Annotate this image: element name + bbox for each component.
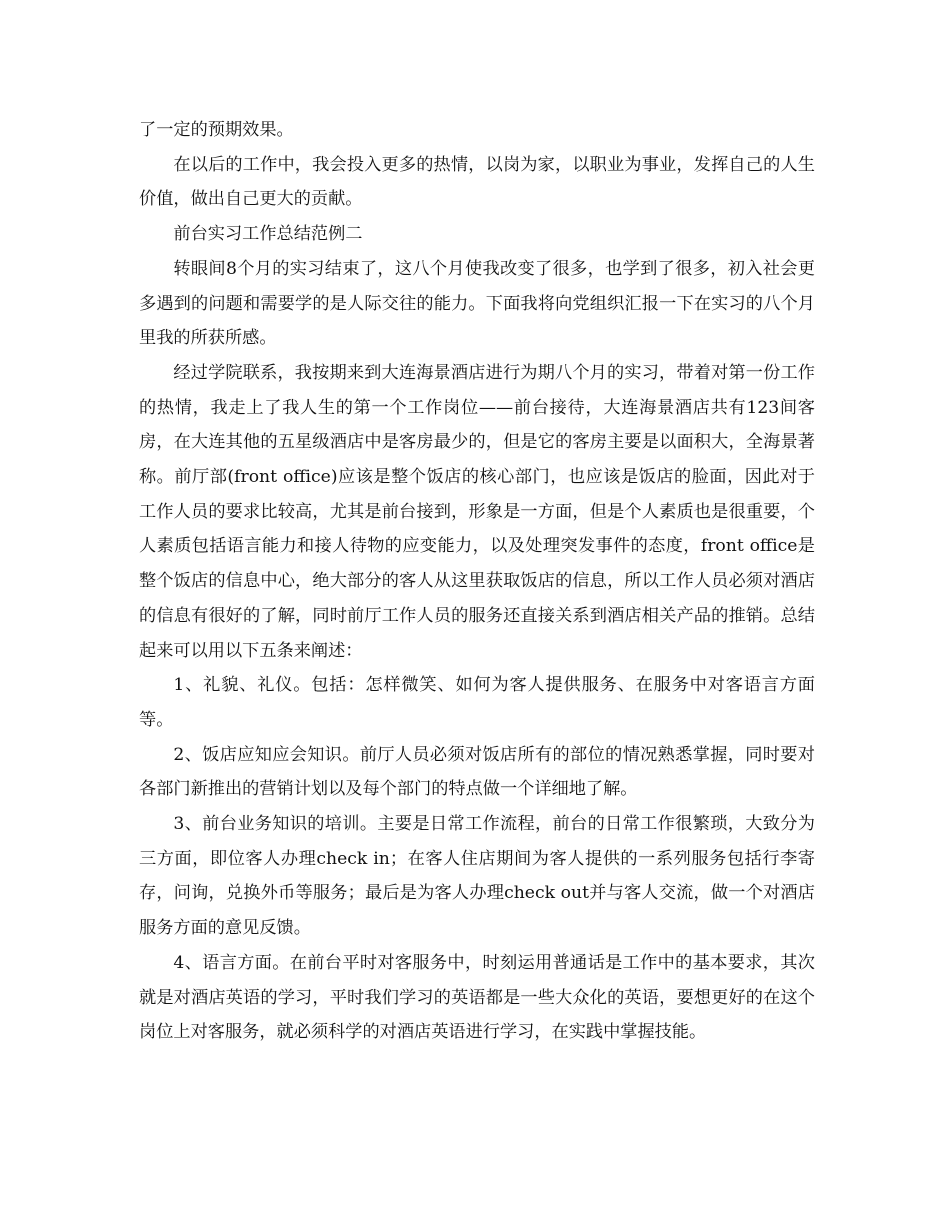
section-heading: 前台实习工作总结范例二 bbox=[173, 224, 363, 245]
paragraph-hotel-description: 经过学院联系，我按期来到大连海景酒店进行为期八个月的实习，带着对第一份工作的热情，我走上了我人生的第一个工作岗位——前台接待，大连海景酒店共有123间客房，在大连其他的五星级酒店中是客房最少的，但是它的客房主要是以面积大，全海景著称。前厅部(front office)应该是整个饭店的核心部门，也应该是饭店的脸面，因此对于工作人员的要求比较高，尤其是前台接到，形象是一方面，但是个人素质也是很重要，个人素质包括语言能力和接人待物的应变能力，以及处理突发事件的态度，front office是整个饭店的信息中心，绝大部分的客人从这里获取饭店的信息，所以工作人员必须对酒店的信息有很好的了解，同时前厅工作人员的服务还直接关系到酒店相关产品的推销。总结起来可以用以下五条来阐述： bbox=[139, 362, 815, 661]
paragraph-continuation: 了一定的预期效果。 bbox=[139, 120, 294, 140]
document-body bbox=[139, 113, 815, 1050]
list-item-front-desk-training: 3、前台业务知识的培训。主要是日常工作流程，前台的日常工作很繁琐，大致分为三方面，即位客人办理check in；在客人住店期间为客人提供的一系列服务包括行李寄存，问询，兑换外币等服务；最后是为客人办理check out并与客人交流，做一个对酒店服务方面的意见反馈。 bbox=[139, 814, 815, 939]
list-item-language: 4、语言方面。在前台平时对客服务中，时刻运用普通话是工作中的基本要求，其次就是对酒店英语的学习，平时我们学习的英语都是一些大众化的英语，要想更好的在这个岗位上对客服务，就必须科学的对酒店英语进行学习，在实践中掌握技能。 bbox=[139, 952, 815, 1043]
paragraph-commitment: 在以后的工作中，我会投入更多的热情，以岗为家，以职业为事业，发挥自己的人生价值，做出自己更大的贡献。 bbox=[139, 154, 815, 210]
list-item-etiquette: 1、礼貌、礼仪。包括：怎样微笑、如何为客人提供服务、在服务中对客语言方面等。 bbox=[139, 675, 815, 730]
paragraph-intro: 转眼间8个月的实习结束了，这八个月使我改变了很多，也学到了很多，初入社会更多遇到的问题和需要学的是人际交往的能力。下面我将向党组织汇报一下在实习的八个月里我的所获所感。 bbox=[139, 258, 815, 349]
list-item-hotel-knowledge: 2、饭店应知应会知识。前厅人员必须对饭店所有的部位的情况熟悉掌握，同时要对各部门新推出的营销计划以及每个部门的特点做一个详细地了解。 bbox=[139, 744, 815, 800]
